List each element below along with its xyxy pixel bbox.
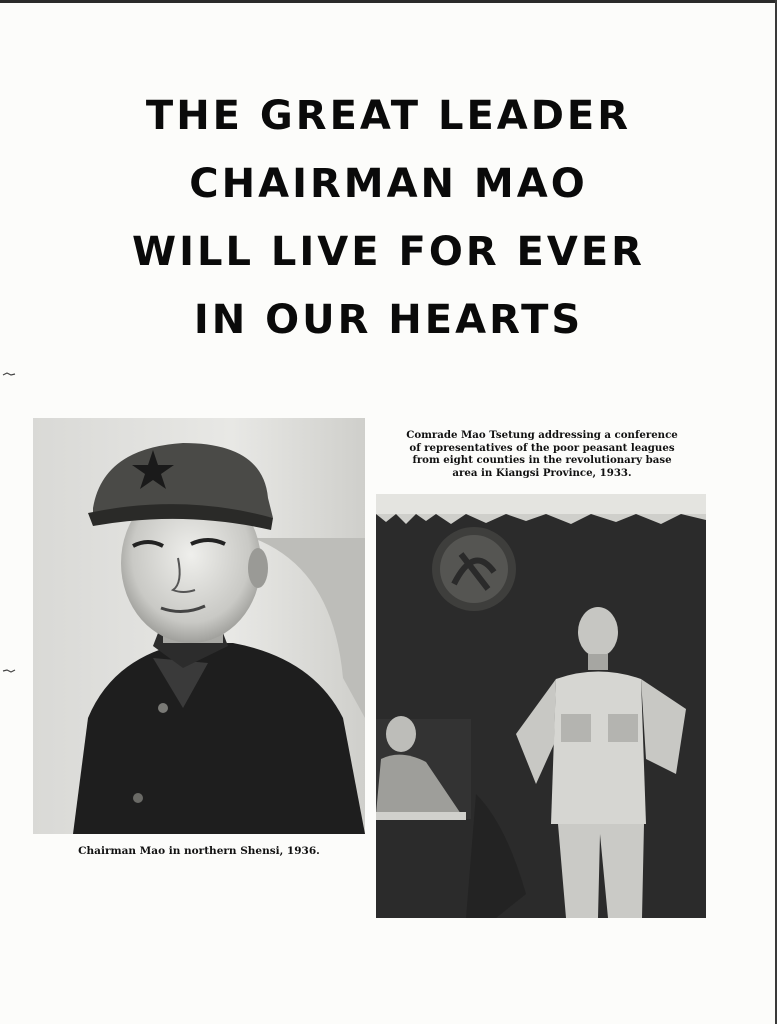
headline-line-4: IN OUR HEARTS [193, 297, 584, 343]
headline-line-3: WILL LIVE FOR EVER [132, 229, 645, 275]
scan-speck [2, 668, 16, 674]
headline-line-1: THE GREAT LEADER [145, 93, 632, 139]
conference-image [376, 494, 706, 918]
conference-caption: Comrade Mao Tsetung addressing a conference of representatives of the poor peasant leagues from eight counties in the revolutionary base area in Kiangsi Province, 1933. [406, 429, 678, 479]
portrait-image [33, 418, 365, 834]
headline-line-2: CHAIRMAN MAO [189, 161, 588, 207]
portrait-photo [33, 418, 365, 834]
page-top-edge [0, 0, 777, 3]
conference-photo [376, 494, 706, 918]
headline [0, 82, 777, 354]
scan-speck [2, 372, 16, 378]
portrait-caption: Chairman Mao in northern Shensi, 1936. [78, 845, 320, 857]
